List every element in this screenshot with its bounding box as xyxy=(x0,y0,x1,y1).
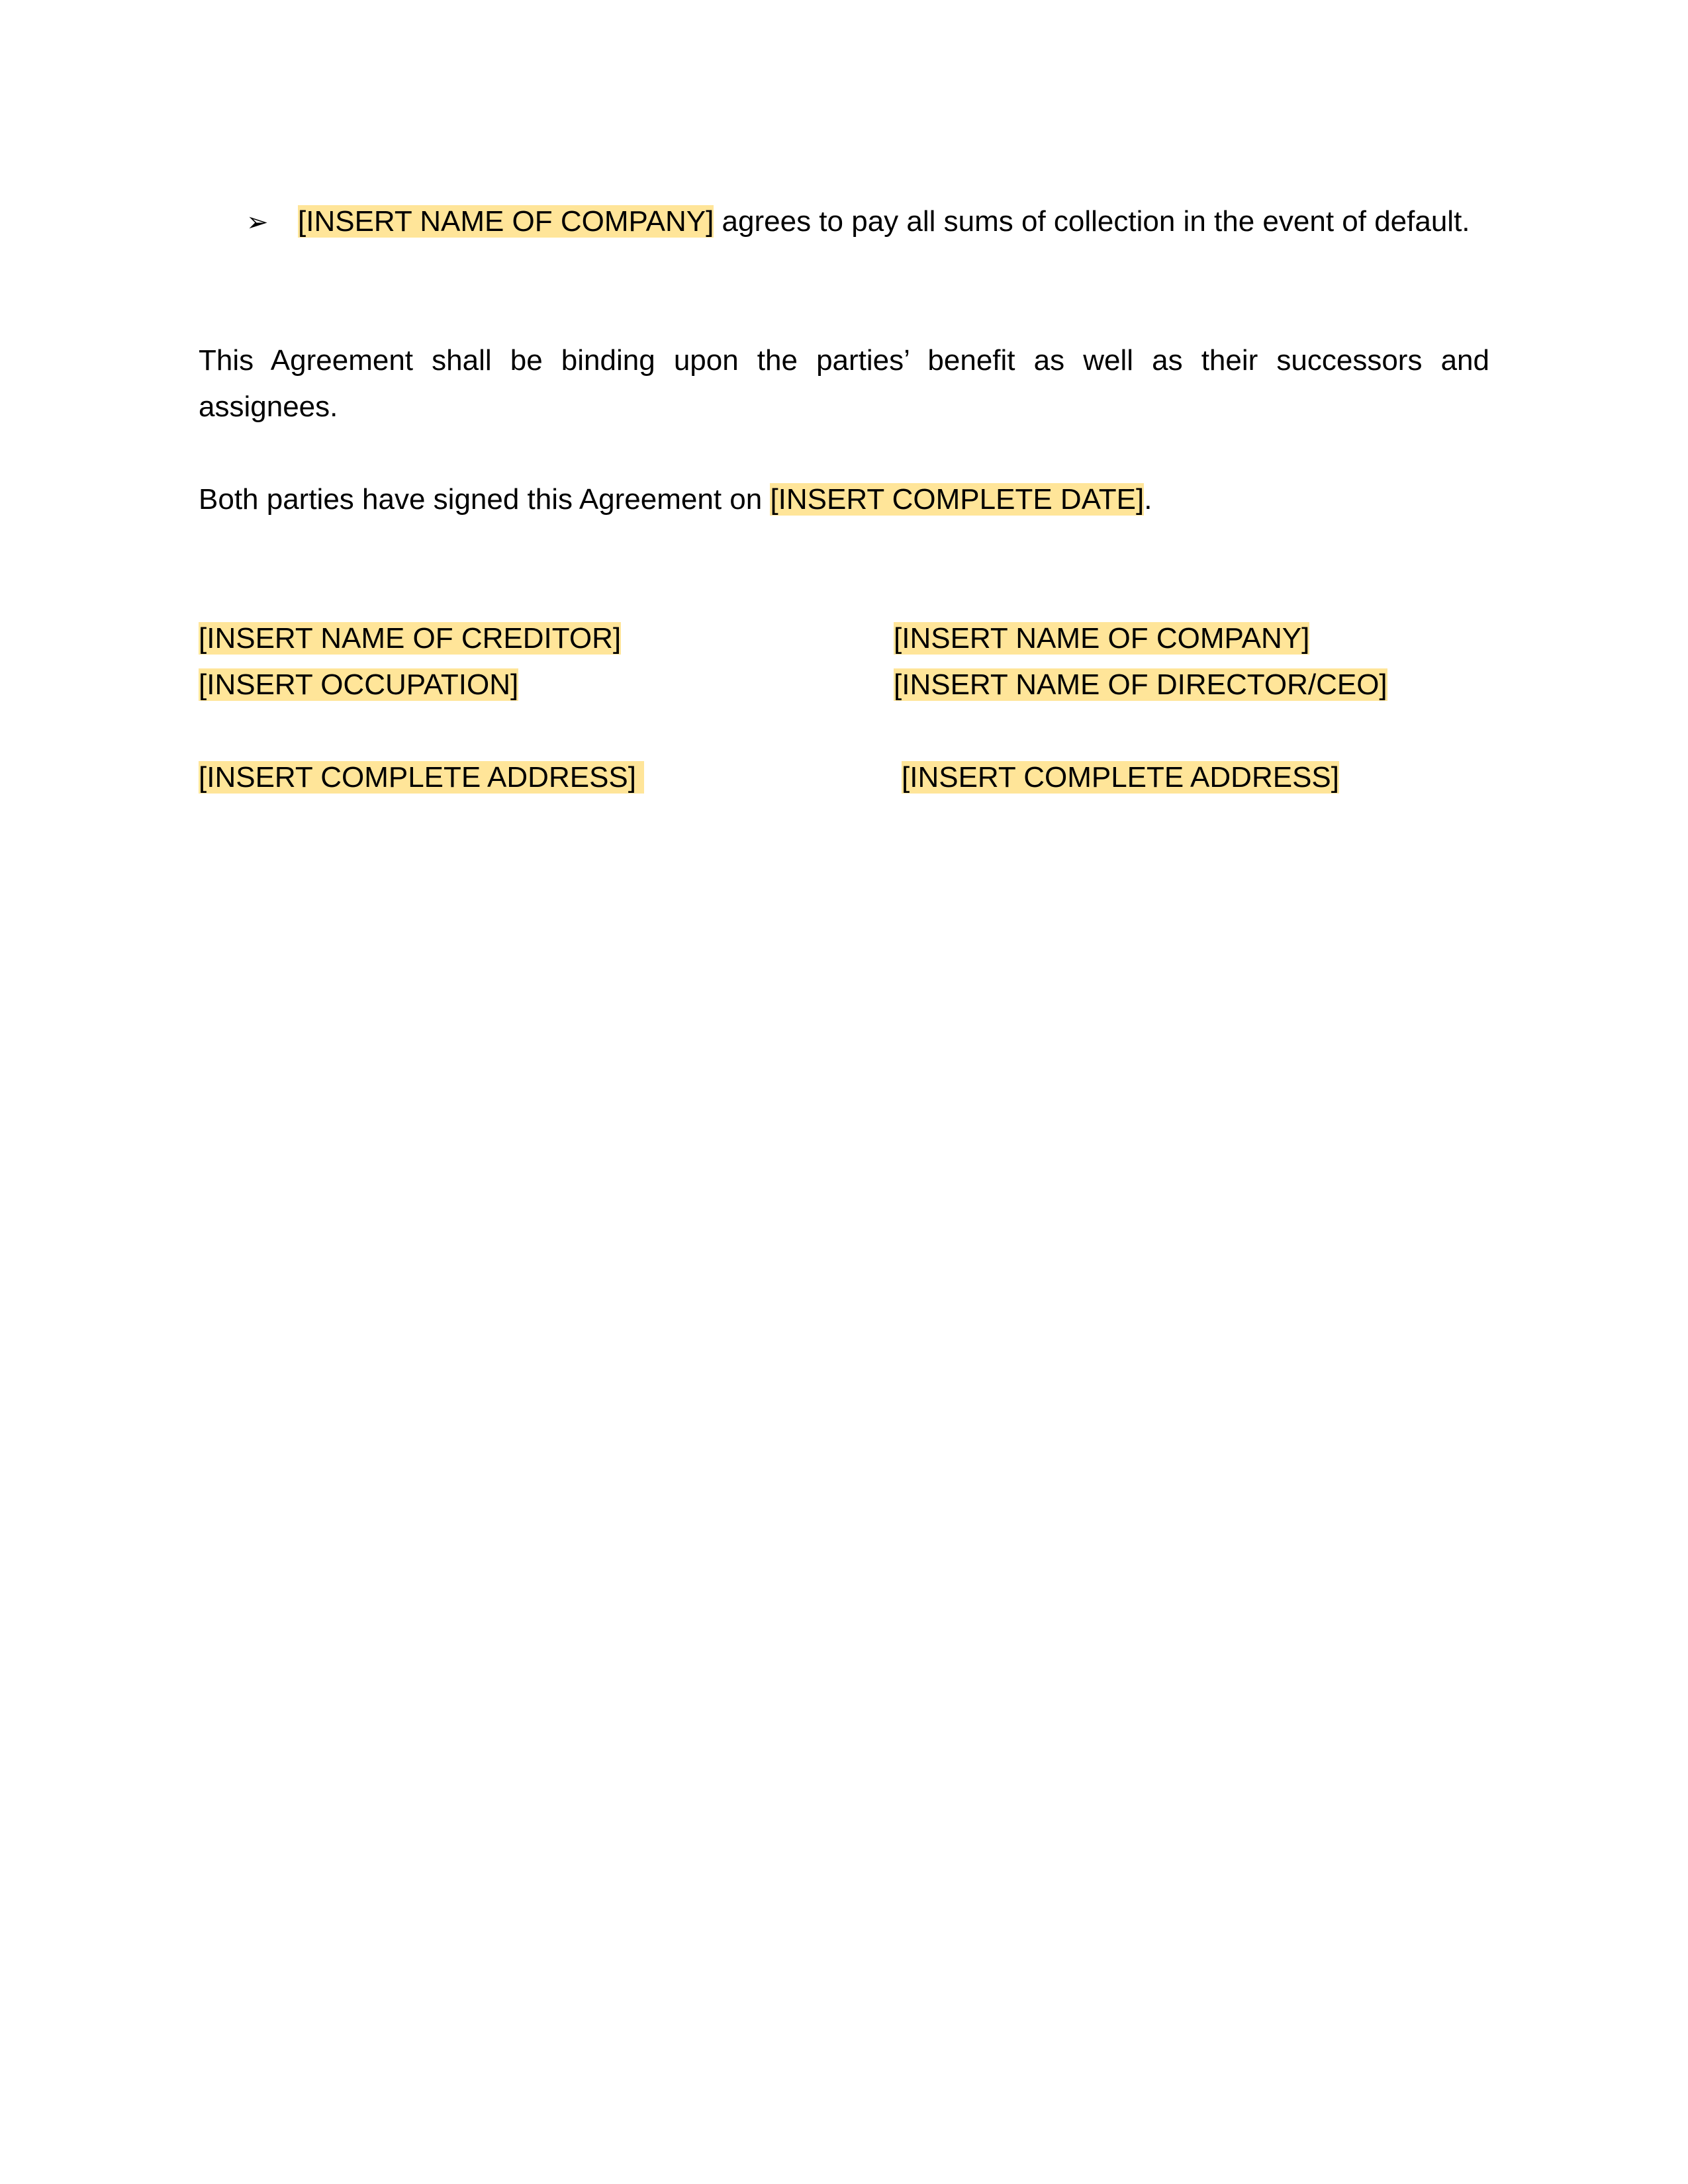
director-ceo-placeholder[interactable]: [INSERT NAME OF DIRECTOR/CEO] xyxy=(894,668,1387,701)
bullet-text: agrees to pay all sums of collection in the event of default. xyxy=(714,205,1470,238)
signed-date-paragraph xyxy=(199,477,1489,523)
company-signature-block-name xyxy=(894,615,1309,662)
arrow-bullet-icon: ➢ xyxy=(246,207,269,238)
company-signature-block-role xyxy=(894,662,1387,708)
company-signature-name-placeholder[interactable]: [INSERT NAME OF COMPANY] xyxy=(894,622,1310,655)
creditor-signature-block-role xyxy=(199,662,518,708)
creditor-address-placeholder[interactable]: [INSERT COMPLETE ADDRESS] xyxy=(199,761,645,794)
creditor-name-placeholder[interactable]: [INSERT NAME OF CREDITOR] xyxy=(199,622,622,655)
company-name-placeholder[interactable]: [INSERT NAME OF COMPANY] xyxy=(298,205,714,238)
date-placeholder[interactable]: [INSERT COMPLETE DATE] xyxy=(770,483,1145,516)
signed-date-suffix: . xyxy=(1144,483,1152,516)
company-address-placeholder[interactable]: [INSERT COMPLETE ADDRESS] xyxy=(902,761,1339,794)
company-signature-block-address xyxy=(902,754,1339,801)
creditor-signature-block-address xyxy=(199,754,644,801)
binding-paragraph: This Agreement shall be binding upon the parties’ benefit as well as their successors and assignees. xyxy=(199,344,1489,423)
bullet-item xyxy=(246,199,1470,246)
creditor-signature-block-name xyxy=(199,615,621,662)
occupation-placeholder[interactable]: [INSERT OCCUPATION] xyxy=(199,668,519,701)
signed-date-prefix: Both parties have signed this Agreement on xyxy=(199,483,771,516)
